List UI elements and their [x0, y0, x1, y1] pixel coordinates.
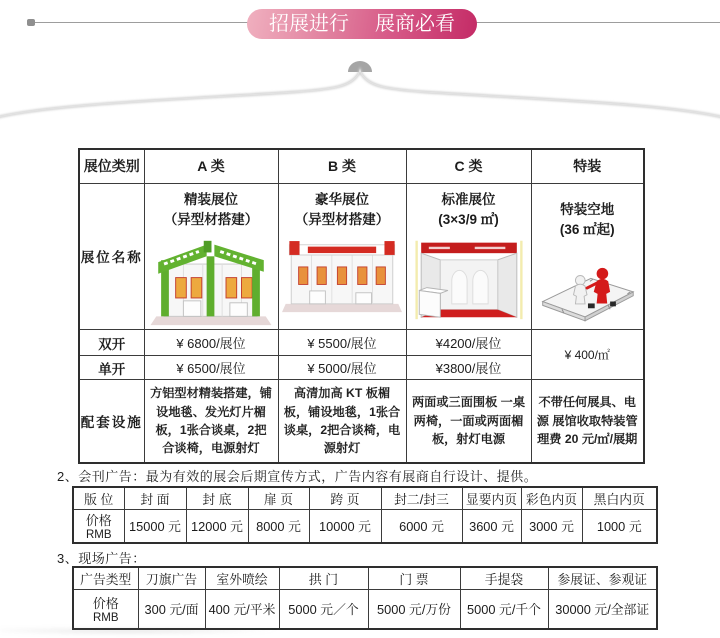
- journal-price-front-cover: 15000 元: [124, 509, 186, 543]
- onsite-ad-intro: 3、现场广告：: [57, 551, 146, 566]
- booth-special-name-sub: (36 ㎡起): [559, 222, 615, 238]
- onsite-col-badges: 参展证、参观证: [548, 567, 657, 589]
- facilities-b: 高清加高 KT 板楣板，铺设地毯，1张合谈桌，2把合谈椅，电源射灯: [278, 380, 406, 463]
- booth-b-name: 豪华展位: [315, 191, 369, 207]
- journal-price-inside-covers: 6000 元: [381, 509, 462, 543]
- onsite-col-arch: 拱 门: [279, 567, 368, 589]
- onsite-price-arch: 5000 元／个: [279, 589, 368, 629]
- journal-col-bw-page: 黑白内页: [582, 487, 657, 509]
- banner-title-left: 招展进行: [269, 13, 349, 35]
- journal-ad-header-row: [73, 487, 657, 509]
- wave-divider: [0, 56, 720, 136]
- row-label-double-open: 双开: [79, 330, 144, 356]
- row-label-facilities: 配套设施: [79, 380, 144, 463]
- journal-price-title-page: 8000 元: [248, 509, 309, 543]
- booth-pricing-table: [78, 148, 645, 464]
- onsite-col-ad-type: 广告类型: [73, 567, 138, 589]
- facilities-c: 两面或三面围板 一桌两椅，一面或两面楣板，射灯电源: [406, 380, 531, 463]
- wave-curve: [0, 70, 720, 118]
- double-open-row: [79, 330, 644, 356]
- booth-special-cell: [531, 183, 644, 330]
- onsite-price-tote-bag: 5000 元/千个: [460, 589, 548, 629]
- booth-a-cell: [144, 183, 278, 330]
- facilities-a: 方铝型材精装搭建，铺设地毯、发光灯片楣板，1张合谈桌，2把合谈椅，电源射灯: [144, 380, 278, 463]
- onsite-price-label: [73, 589, 138, 629]
- journal-price-back-cover: 12000 元: [186, 509, 248, 543]
- journal-col-back-cover: 封 底: [186, 487, 248, 509]
- col-header-booth-class: 展位类别: [79, 149, 144, 183]
- booth-a-name-sub: （异型材搭建）: [163, 212, 259, 228]
- bottom-shadow: [0, 629, 420, 637]
- onsite-ad-price-row: [73, 589, 657, 629]
- top-rule-dot-icon: [27, 19, 35, 26]
- col-header-special: 特装: [531, 149, 644, 183]
- booth-table-header-row: [79, 149, 644, 183]
- booth-b-image: [282, 235, 402, 321]
- price-single-c: ¥3800/展位: [406, 356, 531, 380]
- journal-ad-intro: 2、会刊广告：最为有效的展会后期宣传方式，广告内容有展商自行设计、提供。: [57, 469, 538, 484]
- booth-a-name: 精装展位: [184, 191, 238, 207]
- booth-name-row: [79, 183, 644, 330]
- onsite-col-blade-flag: 刀旗广告: [138, 567, 205, 589]
- facilities-row: [79, 380, 644, 463]
- onsite-col-ticket: 门 票: [368, 567, 460, 589]
- onsite-col-outdoor-print: 室外喷绘: [205, 567, 279, 589]
- booth-c-cell: [406, 183, 531, 330]
- booth-special-image: [535, 253, 639, 325]
- col-header-class-c: C 类: [406, 149, 531, 183]
- journal-price-color-page: 3000 元: [521, 509, 582, 543]
- booth-c-image: [415, 235, 523, 323]
- booth-c-name: 标准展位: [441, 191, 496, 207]
- onsite-ad-header-row: [73, 567, 657, 589]
- booth-a-image: [150, 235, 272, 327]
- booth-b-cell: [278, 183, 406, 330]
- price-double-b: ¥ 5500/展位: [278, 330, 406, 356]
- onsite-price-ticket: 5000 元/万份: [368, 589, 460, 629]
- price-double-c: ¥4200/展位: [406, 330, 531, 356]
- price-label-rmb: RMB: [85, 529, 112, 542]
- journal-col-prominent-page: 显要内页: [462, 487, 521, 509]
- journal-col-front-cover: 封 面: [124, 487, 186, 509]
- journal-col-color-page: 彩色内页: [521, 487, 582, 509]
- col-header-class-b: B 类: [278, 149, 406, 183]
- journal-col-inside-covers: 封二/封三: [381, 487, 462, 509]
- wave-curve-highlight: [0, 70, 720, 118]
- price-single-a: ¥ 6500/展位: [144, 356, 278, 380]
- onsite-price-outdoor-print: 400 元/平米: [205, 589, 279, 629]
- price-label-cn: 价格: [92, 596, 119, 612]
- journal-col-position: 版 位: [73, 487, 124, 509]
- journal-price-prominent-page: 3600 元: [462, 509, 521, 543]
- journal-price-label: [73, 509, 124, 543]
- price-special: ¥ 400/㎡: [531, 330, 644, 380]
- booth-c-name-sub: (3×3/9 ㎡): [438, 212, 499, 228]
- journal-price-bw-page: 1000 元: [582, 509, 657, 543]
- banner-title-right: 展商必看: [375, 13, 455, 35]
- booth-special-name: 特装空地: [560, 201, 615, 217]
- onsite-col-tote-bag: 手提袋: [460, 567, 548, 589]
- price-label-cn: 价格: [85, 513, 112, 529]
- onsite-price-blade-flag: 300 元/面: [138, 589, 205, 629]
- price-double-a: ¥ 6800/展位: [144, 330, 278, 356]
- price-label-rmb: RMB: [92, 612, 119, 625]
- journal-price-spread: 10000 元: [309, 509, 381, 543]
- banner-pill: [247, 9, 477, 39]
- journal-ad-price-row: [73, 509, 657, 543]
- facilities-special: 不带任何展具、电源 展馆收取特装管理费 20 元/㎡/展期: [531, 380, 644, 463]
- price-single-b: ¥ 5000/展位: [278, 356, 406, 380]
- journal-col-title-page: 扉 页: [248, 487, 309, 509]
- journal-ad-table: [72, 486, 658, 544]
- onsite-ad-table: [72, 566, 658, 630]
- row-label-single-open: 单开: [79, 356, 144, 380]
- booth-b-name-sub: （异型材搭建）: [294, 212, 390, 228]
- journal-col-spread: 跨 页: [309, 487, 381, 509]
- onsite-price-badges: 30000 元/全部证: [548, 589, 657, 629]
- col-header-class-a: A 类: [144, 149, 278, 183]
- row-label-booth-name: 展位名称: [79, 183, 144, 330]
